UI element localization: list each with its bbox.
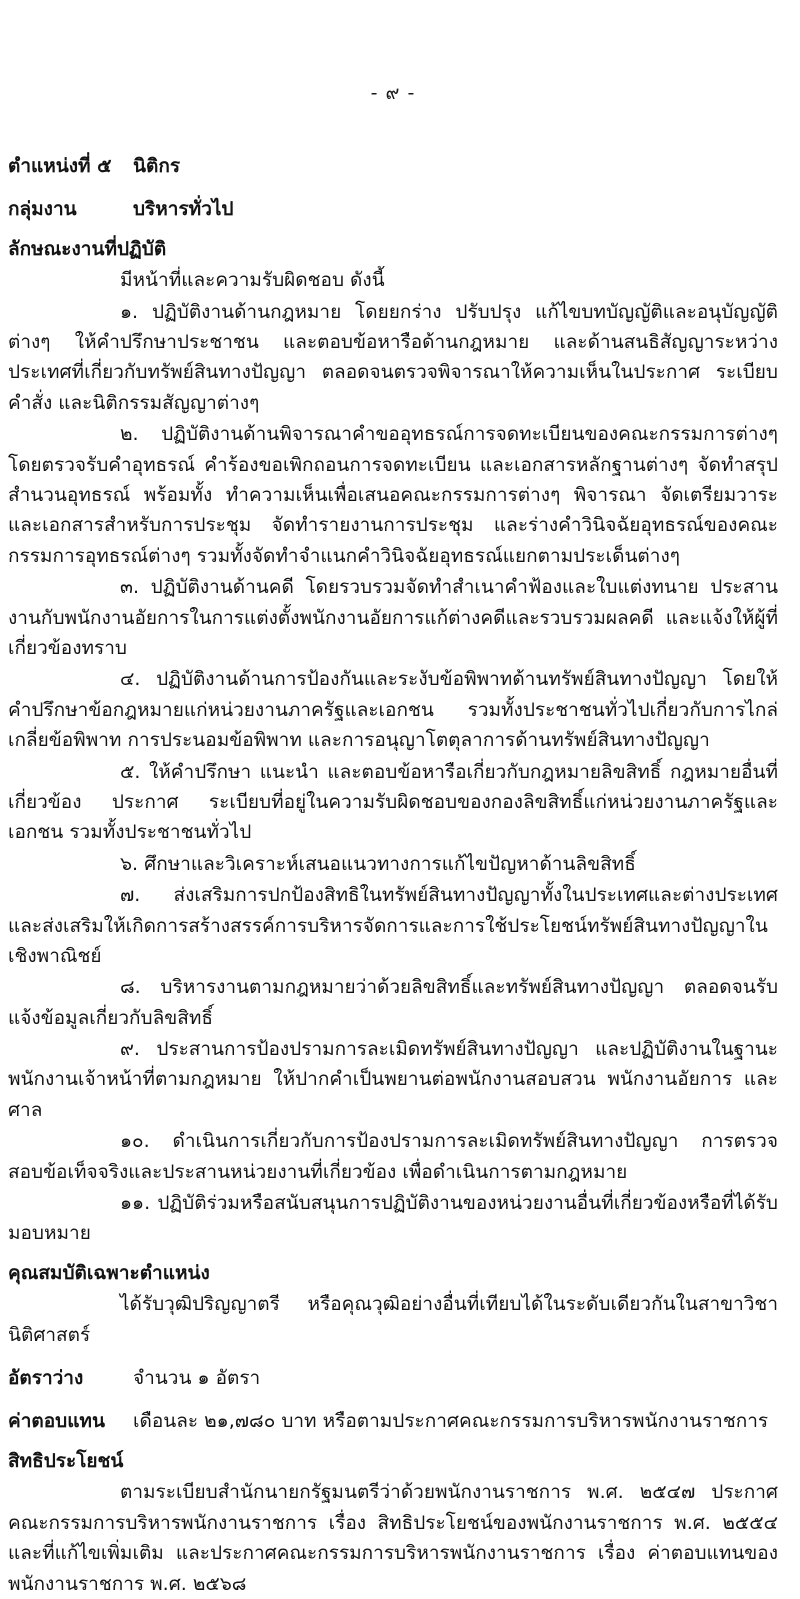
compensation-value: เดือนละ ๒๑,๗๘๐ บาท หรือตามประกาศคณะกรรมการบริหารพนักงานราชการ xyxy=(133,1410,769,1433)
duties-list xyxy=(8,297,778,1249)
benefits-heading: สิทธิประโยชน์ xyxy=(8,1449,124,1472)
duty-item: ๒. ปฏิบัติงานด้านพิจารณาคำขออุทธรณ์การจดทะเบียนของคณะกรรมการต่างๆ โดยตรวจรับคำอุทธรณ์ คำร้องขอเพิกถอนการจดทะเบียน และเอกสารหลักฐานต่างๆ จัดทำสรุปสำนวนอุทธรณ์ พร้อมทั้ง ทำความเห็นเพื่อเสนอคณะกรรมการต่างๆ พิจารณา จัดเตรียมวาระและเอกสารสำหรับการประชุม จัดทำรายงานการประชุม และร่างคำวินิจฉัยอุทธรณ์ของคณะกรรมการอุทธรณ์ต่างๆ รวมทั้งจัดทำจำแนกคำวินิจฉัยอุทธรณ์แยกตามประเด็นต่างๆ xyxy=(8,423,778,567)
duty-item: ๙. ประสานการป้องปรามการละเมิดทรัพย์สินทางปัญญา และปฏิบัติงานในฐานะพนักงานเจ้าหน้าที่ตามกฎหมาย ให้ปากคำเป็นพยานต่อพนักงานสอบสวน พนักงานอัยการ และศาล xyxy=(8,1038,778,1121)
benefits-block xyxy=(8,1447,778,1599)
duty-item: ๖. ศึกษาและวิเคราะห์เสนอแนวทางการแก้ไขปัญหาด้านลิขสิทธิ์ xyxy=(120,852,636,875)
position-row xyxy=(8,152,778,181)
duties-heading: ลักษณะงานที่ปฏิบัติ xyxy=(8,237,167,260)
duty-item: ๕. ให้คำปรึกษา แนะนำ และตอบข้อหารือเกี่ยวกับกฎหมายลิขสิทธิ์ กฎหมายอื่นที่เกี่ยวข้อง ประกาศ ระเบียบที่อยู่ในความรับผิดชอบของกองลิขสิทธิ์แก่หน่วยงานภาครัฐและเอกชน รวมทั้งประชาชนทั่วไป xyxy=(8,760,778,844)
duty-item: ๑๐. ดำเนินการเกี่ยวกับการป้องปรามการละเมิดทรัพย์สินทางปัญญา การตรวจสอบข้อเท็จจริงและประสานหน่วยงานที่เกี่ยวข้อง เพื่อดำเนินการตามกฎหมาย xyxy=(8,1130,778,1183)
qualifications-heading: คุณสมบัติเฉพาะตำแหน่ง xyxy=(8,1261,210,1284)
duty-item: ๓. ปฏิบัติงานด้านคดี โดยรวบรวมจัดทำสำเนาคำฟ้องและใบแต่งทนาย ประสานงานกับพนักงานอัยการในการแต่งตั้งพนักงานอัยการแก้ต่างคดีและรวบรวมผลคดี และแจ้งให้ผู้ที่เกี่ยวข้องทราบ xyxy=(8,576,778,659)
vacancy-value: จำนวน ๑ อัตรา xyxy=(133,1367,261,1390)
group-label: กลุ่มงาน xyxy=(8,198,77,221)
duty-item: ๑๑. ปฏิบัติร่วมหรือสนับสนุนการปฏิบัติงานของหน่วยงานอื่นที่เกี่ยวข้องหรือที่ได้รับมอบหมาย xyxy=(8,1192,778,1245)
duty-item: ๘. บริหารงานตามกฎหมายว่าด้วยลิขสิทธิ์และทรัพย์สินทางปัญญา ตลอดจนรับแจ้งข้อมูลเกี่ยวกับลิขสิทธิ์ xyxy=(8,976,778,1029)
group-value: บริหารทั่วไป xyxy=(133,198,234,221)
duties-intro: มีหน้าที่และความรับผิดชอบ ดังนี้ xyxy=(120,269,385,292)
compensation-row xyxy=(8,1407,778,1436)
duty-item: ๑. ปฏิบัติงานด้านกฎหมาย โดยยกร่าง ปรับปรุง แก้ไขบทบัญญัติและอนุบัญญัติต่างๆ ให้คำปรึกษาประชาชน และตอบข้อหารือด้านกฎหมาย และด้านสนธิสัญญาระหว่างประเทศที่เกี่ยวกับทรัพย์สินทางปัญญา ตลอดจนตรวจพิจารณาให้ความเห็นในประกาศ ระเบียบ คำสั่ง และนิติกรรมสัญญาต่างๆ xyxy=(8,300,778,414)
position-name: นิติกร xyxy=(133,155,181,177)
position-label: ตำแหน่งที่ ๕ xyxy=(8,155,112,177)
vacancy-row xyxy=(8,1364,778,1393)
benefits-text: ตามระเบียบสำนักนายกรัฐมนตรีว่าด้วยพนักงานราชการ พ.ศ. ๒๕๔๗ ประกาศคณะกรรมการบริหารพนักงานราชการ เรื่อง สิทธิประโยชน์ของพนักงานราชการ พ.ศ. ๒๕๕๔ และที่แก้ไขเพิ่มเติม และประกาศคณะกรรมการบริหารพนักงานราชการ เรื่อง ค่าตอบแทนของพนักงานราชการ พ.ศ. ๒๕๖๘ xyxy=(8,1481,778,1595)
compensation-label: ค่าตอบแทน xyxy=(8,1410,105,1433)
qualifications-text: ได้รับวุฒิปริญญาตรี หรือคุณวุฒิอย่างอื่นที่เทียบได้ในระดับเดียวกันในสาขาวิชานิติศาสตร์ xyxy=(8,1293,778,1346)
page-number: - ๙ - xyxy=(370,82,416,104)
group-row xyxy=(8,195,778,224)
duty-item: ๔. ปฏิบัติงานด้านการป้องกันและระงับข้อพิพาทด้านทรัพย์สินทางปัญญา โดยให้คำปรึกษาข้อกฎหมายแก่หน่วยงานภาครัฐและเอกชน รวมทั้งประชาชนทั่วไปเกี่ยวกับการไกล่เกลี่ยข้อพิพาท การประนอมข้อพิพาท และการอนุญาโตตุลาการด้านทรัพย์สินทางปัญญา xyxy=(8,668,778,752)
duty-item: ๗. ส่งเสริมการปกป้องสิทธิในทรัพย์สินทางปัญญาทั้งในประเทศและต่างประเทศ และส่งเสริมให้เกิดการสร้างสรรค์การบริหารจัดการและการใช้ประโยชน์ทรัพย์สินทางปัญญาในเชิงพาณิชย์ xyxy=(8,884,778,967)
vacancy-label: อัตราว่าง xyxy=(8,1367,84,1390)
